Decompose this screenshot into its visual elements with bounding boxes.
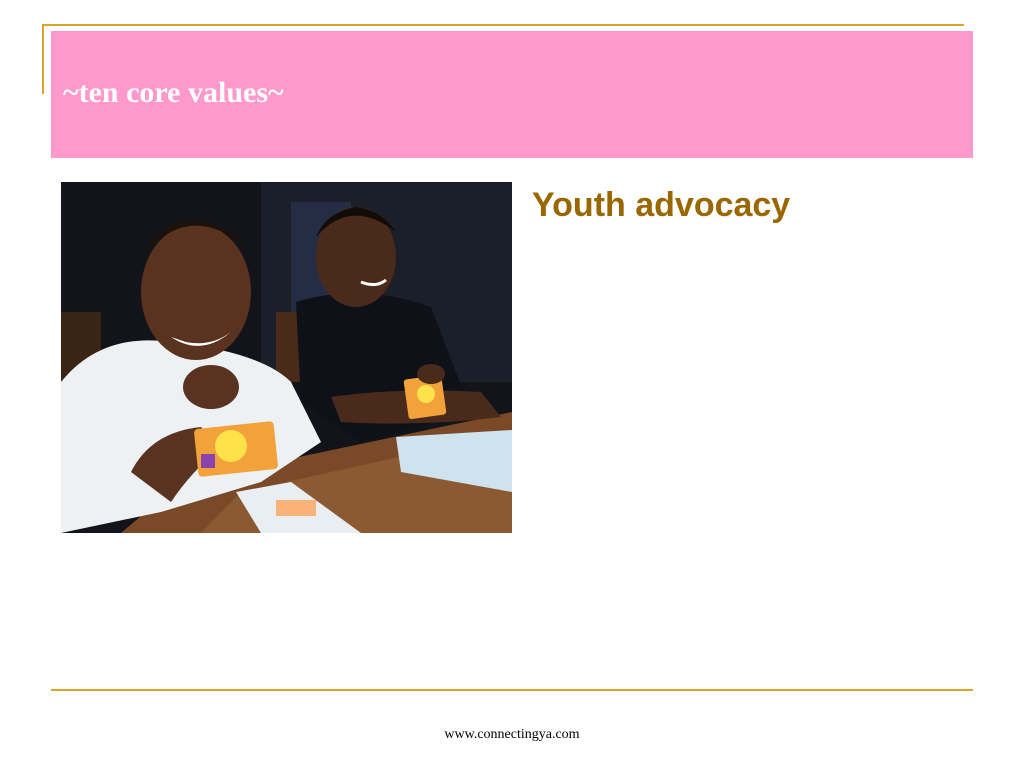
top-accent-line: [42, 24, 964, 26]
footer-rule: [51, 689, 973, 691]
slide-photo: [61, 182, 512, 533]
photo-illustration: [61, 182, 512, 533]
footer-url: www.connectingya.com: [444, 727, 580, 742]
left-accent-line: [42, 24, 44, 94]
slide-title: ~ten core values~: [63, 76, 284, 109]
bullet-youth-advocacy: Youth advocacy: [532, 186, 791, 224]
